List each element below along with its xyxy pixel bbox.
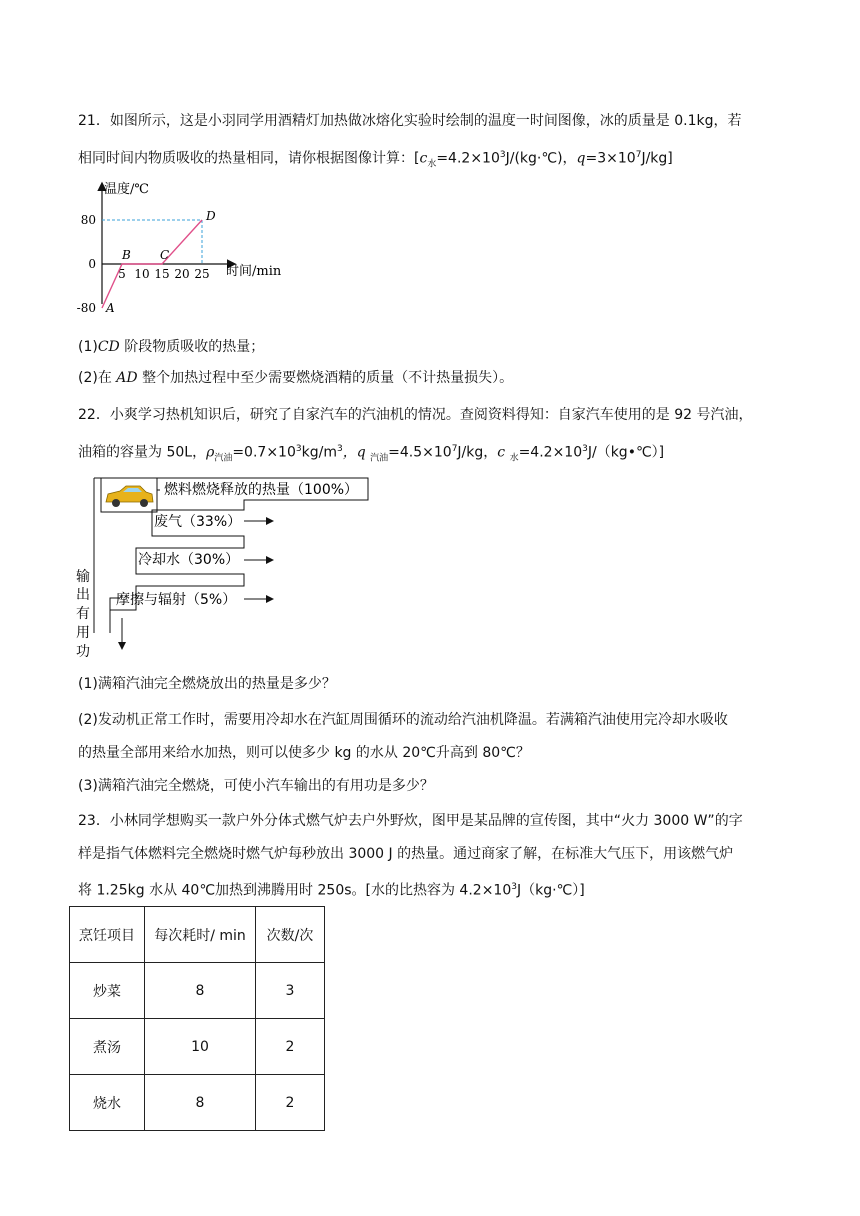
temperature-time-chart: [74, 176, 294, 316]
diagram-exhaust-label: 废气（33%）: [154, 514, 242, 530]
x-tick-label: 5: [118, 267, 126, 281]
diagram-top-label: 燃料燃烧释放的热量（100%）: [164, 482, 359, 498]
x-tick-label: 15: [154, 267, 170, 281]
q22-line1: 22．小爽学习热机知识后，研究了自家汽车的汽油机的情况。查阅资料得知：自家汽车使用的是 92 号汽油，: [78, 407, 753, 423]
q21-line1: 21．如图所示，这是小羽同学用酒精灯加热做冰熔化实验时绘制的温度一时间图像，冰的质量是 0.1kg，若: [78, 113, 742, 129]
energy-flow-diagram: [74, 468, 374, 668]
table-cell: 3: [256, 963, 325, 1019]
q23-line3: 将 1.25kg 水从 40℃加热到沸腾用时 250s。[水的比热容为 $4.2\times 10^3J(kg\cdot℃)$]: [78, 882, 585, 899]
x-tick-label: 25: [194, 267, 210, 281]
diagram-side-4: 用: [76, 625, 90, 641]
q23-line1: 23．小林同学想购买一款户外分体式燃气炉去户外野炊，图甲是某品牌的宣传图，其中“火力 3000 W”的字: [78, 813, 743, 829]
point-label: B: [122, 248, 131, 262]
y-tick-label: -80: [76, 301, 96, 315]
car-icon: [101, 478, 157, 512]
q22-sub2a: (2)发动机正常工作时，需要用冷却水在汽缸周围循环的流动给汽油机降温。若满箱汽油使用完冷却水吸收: [78, 712, 728, 728]
q23-line2: 样是指气体燃料完全燃烧时燃气炉每秒放出 3000 J 的热量。通过商家了解，在标准大气压下，用该燃气炉: [78, 846, 734, 862]
table-cell: 炒菜: [70, 963, 145, 1019]
y-axis-label: 温度/℃: [104, 182, 149, 197]
diagram-side-2: 出: [76, 587, 90, 603]
table-cell: 2: [256, 1075, 325, 1131]
q22-line2: 油箱的容量为 50L，$\rho_{汽油}=0.7\times 10^3kg/m^3$，q $_{汽油}=4.5\times 10^7J/kg$，c $_水=4.2\times 10^3J/(kg•℃)$]: [78, 444, 665, 464]
q22-sub3: (3)满箱汽油完全燃烧，可使小汽车输出的有用功是多少？: [78, 778, 434, 794]
table-row: [70, 1075, 325, 1131]
table-cell: 8: [145, 1075, 256, 1131]
q21-line2: 相同时间内物质吸收的热量相同，请你根据图像计算：[$c_水=4.2\times 10^3J/(kg\cdot℃)$，$q=3\times 10^7J/kg$]: [78, 150, 673, 170]
point-label: A: [106, 301, 115, 315]
q21-sub2: (2)在 AD 整个加热过程中至少需要燃烧酒精的质量（不计热量损失）。: [78, 370, 514, 386]
table-header-row: [70, 907, 325, 963]
table-row: [70, 1019, 325, 1075]
x-tick-label: 20: [174, 267, 190, 281]
table-cell: 煮汤: [70, 1019, 145, 1075]
y-tick-label: 0: [88, 257, 96, 271]
q22-sub1: (1)满箱汽油完全燃烧放出的热量是多少？: [78, 676, 336, 692]
q21-sub1: (1)CD 阶段物质吸收的热量；: [78, 339, 265, 355]
x-axis-label: 时间/min: [226, 264, 282, 279]
diagram-coolant-label: 冷却水（30%）: [138, 552, 240, 568]
q22-sub2b: 的热量全部用来给水加热，则可以使多少 kg 的水从 20℃升高到 80℃？: [78, 745, 530, 761]
table-header-cell: 烹饪项目: [70, 907, 145, 963]
diagram-side-1: 输: [76, 569, 90, 585]
diagram-side-5: 功: [76, 644, 90, 660]
diagram-friction-label: 摩擦与辐射（5%）: [116, 592, 237, 608]
table-header-cell: 次数/次: [256, 907, 325, 963]
cooking-table: [69, 906, 325, 1131]
y-tick-label: 80: [80, 213, 96, 227]
table-row: [70, 963, 325, 1019]
table-header-cell: 每次耗时/ min: [145, 907, 256, 963]
point-label: D: [206, 209, 216, 223]
table-cell: 10: [145, 1019, 256, 1075]
table-cell: 2: [256, 1019, 325, 1075]
x-tick-label: 10: [134, 267, 150, 281]
table-cell: 8: [145, 963, 256, 1019]
diagram-side-3: 有: [76, 606, 90, 622]
point-label: C: [160, 248, 170, 262]
table-cell: 烧水: [70, 1075, 145, 1131]
